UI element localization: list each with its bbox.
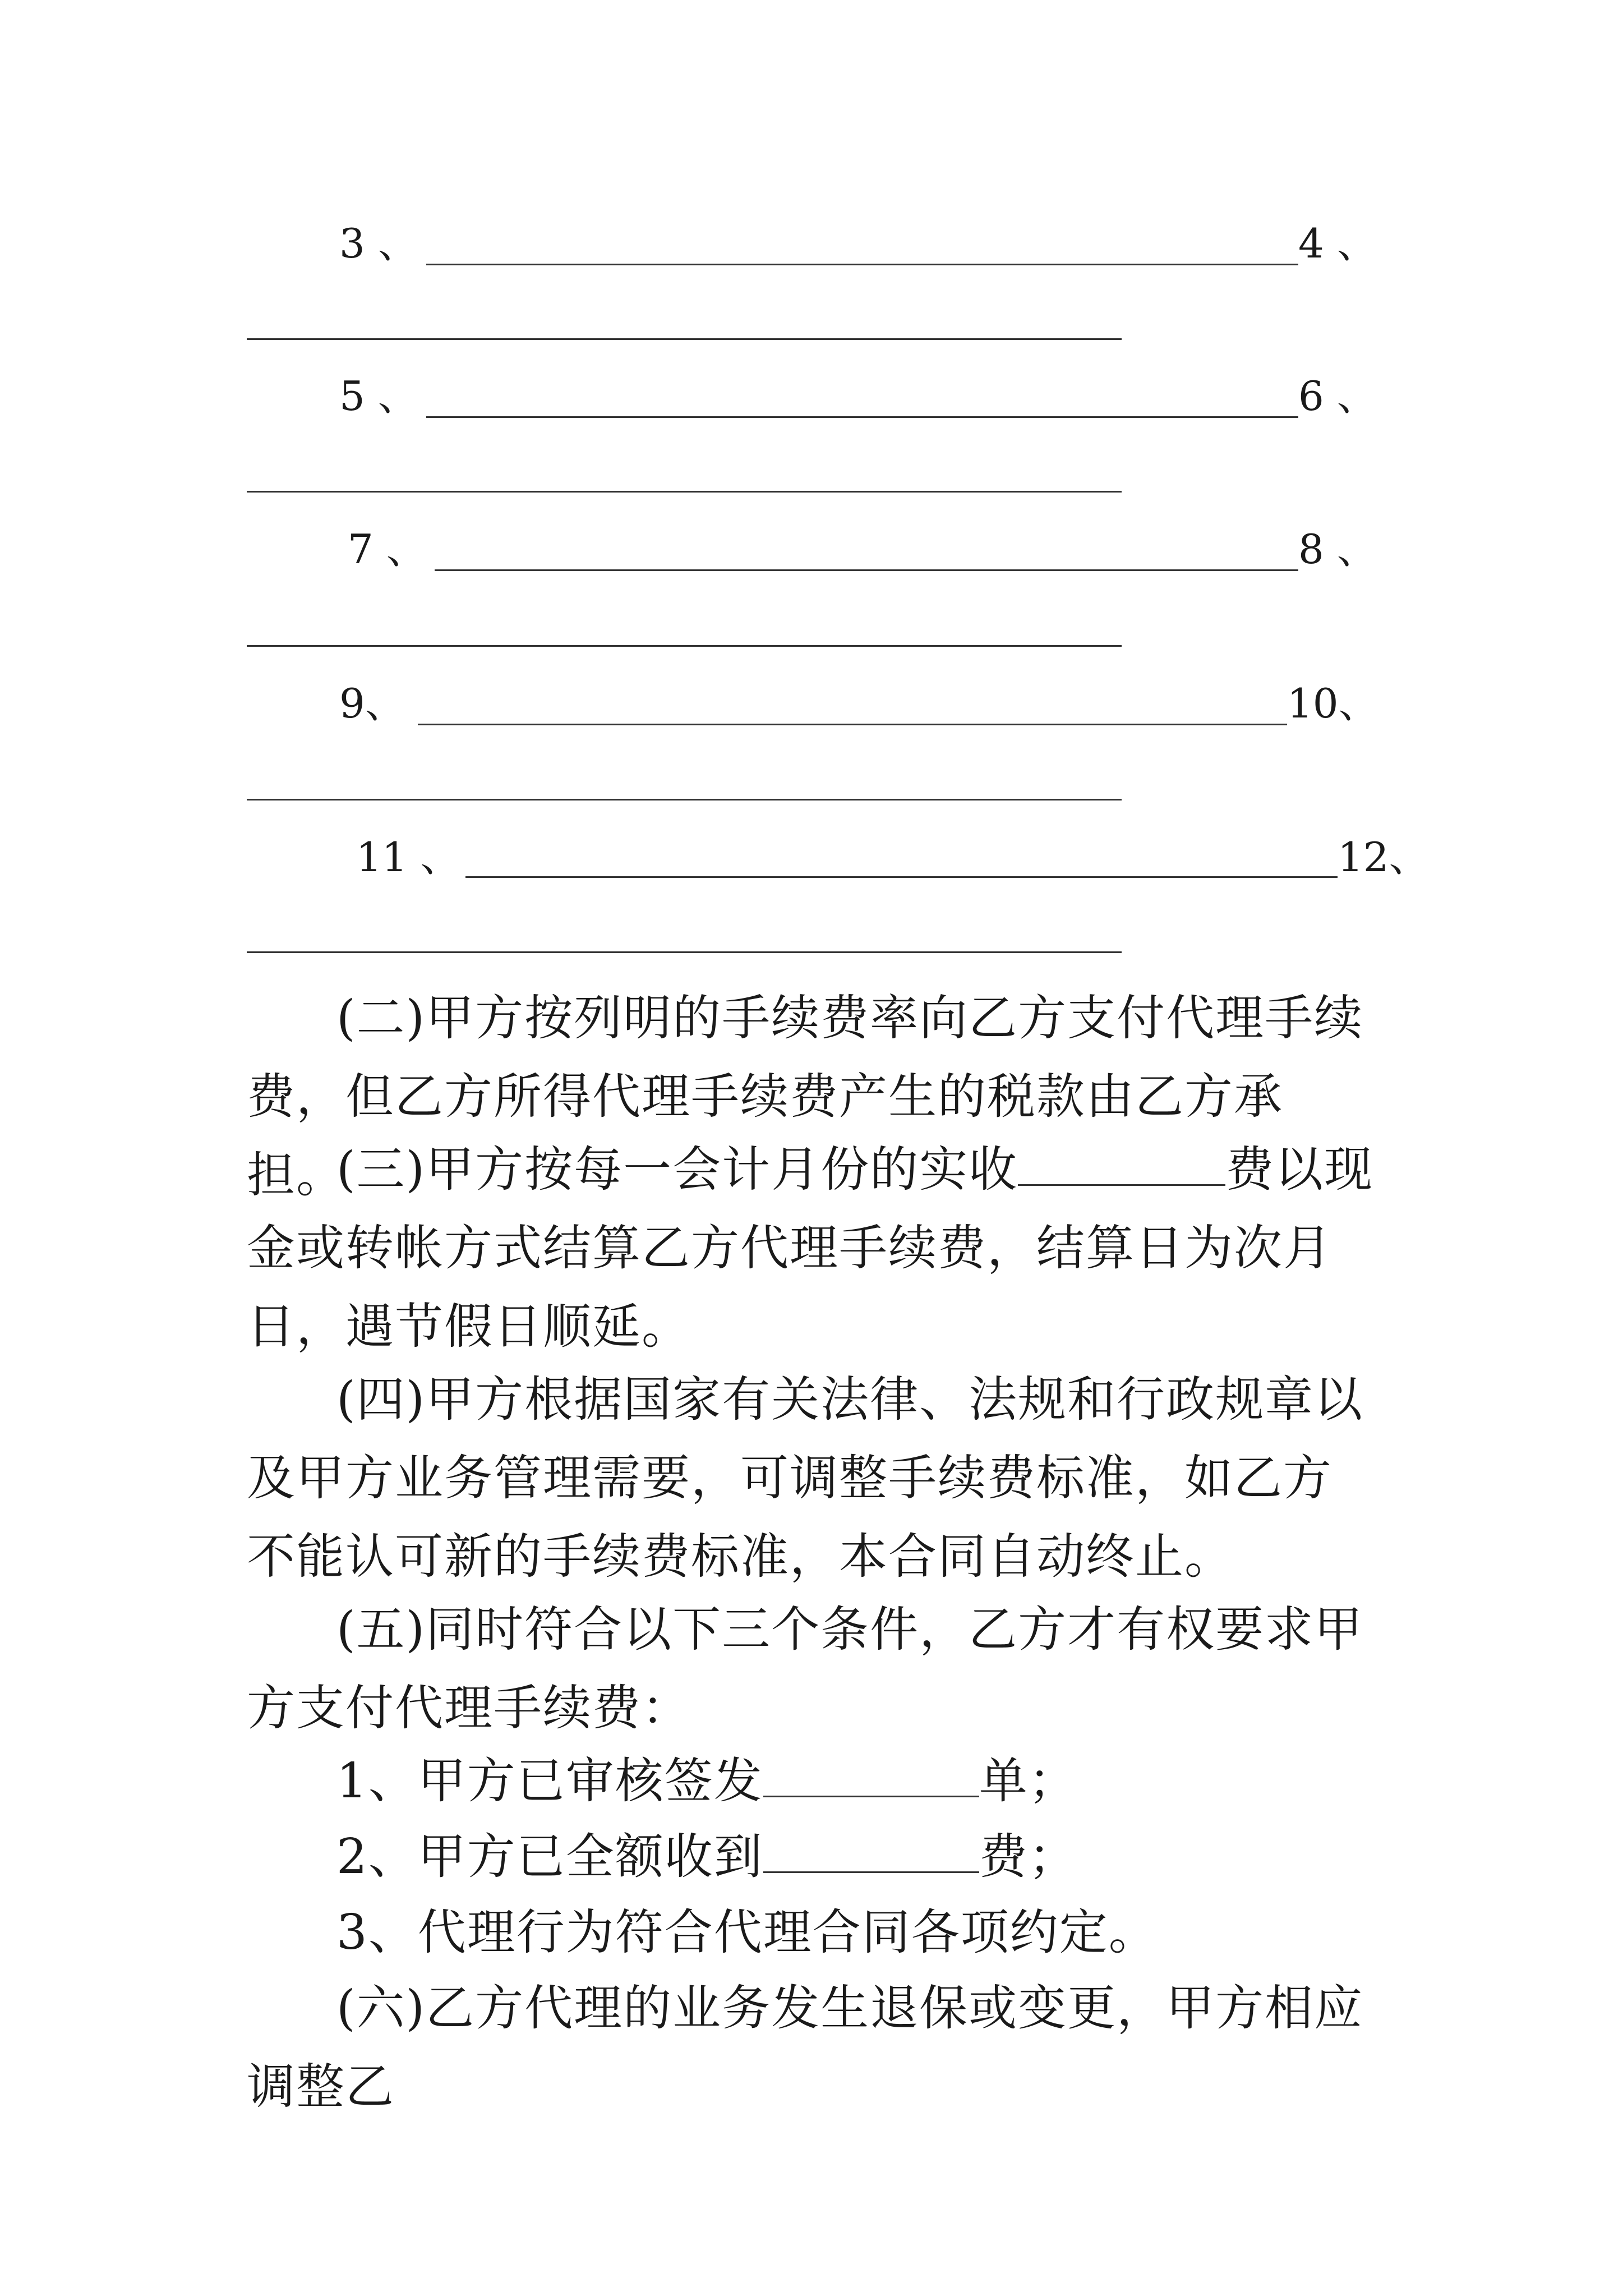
clause-4: (四)甲方根据国家有关法律、法规和行政规章以及甲方业务管理需要，可调整手续费标准，如乙方不能认可新的手续费标准，本合同自动终止。: [247, 1372, 1364, 1585]
item-number-11: 11 、: [356, 834, 461, 881]
fill-line-8[interactable]: [247, 645, 1122, 647]
item-number-8: 8 、: [1298, 526, 1377, 573]
fill-line-4[interactable]: [247, 338, 1122, 340]
clause-3-text-a: (三)甲方按每一会计月份的实收: [336, 1142, 1018, 1198]
clause-3-text-b: 费以现金或转帐方式结算乙方代理手续费，结算日为次月日，遇节假日顺延。: [247, 1142, 1374, 1355]
condition-1-text-b: 单；: [979, 1753, 1078, 1809]
fill-line-7[interactable]: [435, 569, 1298, 571]
item-number-12: 12、: [1338, 834, 1430, 881]
condition-2-text-b: 费；: [979, 1829, 1078, 1885]
item-number-7: 7 、: [348, 526, 427, 573]
clause-3: [247, 1130, 1380, 1366]
condition-1: [247, 1742, 1380, 1820]
condition-2: [247, 1818, 1380, 1896]
fill-line-12[interactable]: [247, 951, 1122, 953]
fill-line-6[interactable]: [247, 491, 1122, 493]
policy-type-blank[interactable]: [763, 1756, 979, 1797]
premium-type-blank[interactable]: [763, 1832, 979, 1873]
item-number-4: 4 、: [1298, 220, 1377, 267]
clause-2: (二)甲方按列明的手续费率向乙方支付代理手续费，但乙方所得代理手续费产生的税款由乙方承担。: [247, 990, 1364, 1203]
fill-line-10[interactable]: [247, 799, 1122, 800]
item-number-3: 3 、: [339, 220, 418, 267]
condition-3: 3、代理行为符合代理合同各项约定。: [336, 1904, 1158, 1961]
item-number-6: 6 、: [1298, 372, 1377, 420]
item-number-9: 9、: [339, 680, 405, 727]
condition-2-text-a: 2、甲方已全额收到: [336, 1829, 763, 1885]
fee-type-blank[interactable]: [1018, 1145, 1225, 1186]
item-number-10: 10、: [1287, 680, 1379, 727]
item-number-5: 5 、: [339, 372, 418, 420]
condition-1-text-a: 1、甲方已审核签发: [336, 1753, 763, 1809]
clause-6: (六)乙方代理的业务发生退保或变更，甲方相应调整乙: [247, 1980, 1364, 2115]
fill-line-5[interactable]: [426, 416, 1298, 418]
fill-line-3[interactable]: [426, 264, 1298, 265]
fill-line-11[interactable]: [465, 876, 1338, 878]
fill-line-9[interactable]: [418, 724, 1287, 725]
clause-5: (五)同时符合以下三个条件，乙方才有权要求甲方支付代理手续费：: [247, 1602, 1364, 1736]
